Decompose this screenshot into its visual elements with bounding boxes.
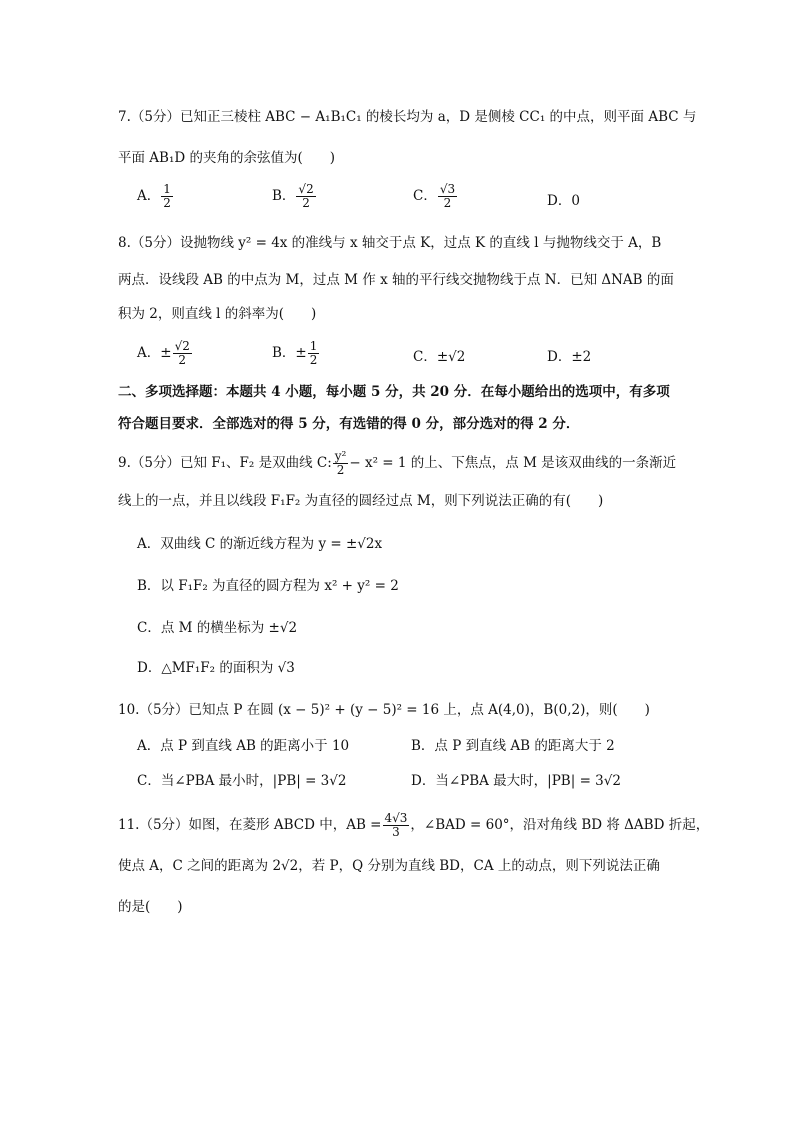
- q10-line-1: 10.（5分）已知点 P 在圆 (x − 5)² + (y − 5)² = 16 上，点 A(4,0)，B(0,2)，则( ): [118, 702, 650, 718]
- q7-option-b: [272, 183, 317, 210]
- fraction: $\frac{1}{2}$: [163, 182, 171, 210]
- option-letter: A．: [137, 188, 161, 204]
- q8-option-d: D．±2: [547, 349, 592, 365]
- q11-line-3: 的是( ): [118, 899, 183, 915]
- q7-option-a: [137, 183, 174, 210]
- q7-line-2: 平面 AB₁D 的夹角的余弦值为( ): [118, 150, 336, 166]
- q9-line-2: 线上的一点，并且以线段 F₁F₂ 为直径的圆经过点 M，则下列说法正确的有( ): [118, 493, 604, 509]
- q9-text-a: 9.（5分）已知 F₁、F₂ 是双曲线 C:: [118, 455, 332, 471]
- q11-text-b: ，∠BAD = 60°，沿对角线 BD 将 ΔABD 折起，: [410, 817, 710, 833]
- q9-line-1: [118, 450, 676, 477]
- q9-option-c: C．点 M 的横坐标为 ±√2: [137, 620, 298, 636]
- q9-text-b: − x² = 1 的上、下焦点，点 M 是该双曲线的一条渐近: [349, 455, 677, 471]
- q8-option-b: [272, 340, 320, 367]
- fraction: $\frac{1}{2}$: [309, 339, 318, 367]
- q9-option-d: D．△MF₁F₂ 的面积为 √3: [137, 660, 295, 676]
- q10-option-a: A．点 P 到直线 AB 的距离小于 10: [137, 738, 350, 754]
- section-2-line-1: 二、多项选择题：本题共 4 小题，每小题 5 分，共 20 分．在每小题给出的选项中，有多项: [118, 384, 670, 400]
- fraction: $\frac{√2}{2}$: [174, 339, 190, 367]
- fraction: $\frac{4√3}{3}$: [384, 811, 408, 839]
- q10-option-b: B．点 P 到直线 AB 的距离大于 2: [411, 738, 615, 754]
- section-2-line-2: 符合题目要求．全部选对的得 5 分，有选错的得 0 分，部分选对的得 2 分．: [118, 416, 580, 432]
- fraction: $\frac{√3}{2}$: [439, 182, 456, 210]
- fraction: $\frac{\text{y²}}{2}$: [334, 449, 347, 477]
- q7-option-c: [413, 183, 458, 210]
- q11-line-1: [118, 812, 709, 839]
- q8-option-a: [137, 340, 193, 367]
- option-letter: B．±: [272, 345, 307, 361]
- q8-line-2: 两点．设线段 AB 的中点为 M，过点 M 作 x 轴的平行线交抛物线于点 N．已知 ΔNAB 的面: [118, 272, 674, 288]
- q8-line-1: 8.（5分）设抛物线 y² = 4x 的准线与 x 轴交于点 K，过点 K 的直线 l 与抛物线交于 A，B: [118, 235, 662, 251]
- q10-option-c: C．当∠PBA 最小时，|PB| = 3√2: [137, 773, 347, 789]
- q11-text-a: 11.（5分）如图，在菱形 ABCD 中，AB =: [118, 817, 382, 833]
- q9-option-b: B．以 F₁F₂ 为直径的圆方程为 x² + y² = 2: [137, 578, 399, 594]
- option-letter: A．±: [137, 345, 172, 361]
- q7-line-1: 7.（5分）已知正三棱柱 ABC − A₁B₁C₁ 的棱长均为 a，D 是侧棱 CC₁ 的中点，则平面 ABC 与: [118, 109, 697, 125]
- q8-line-3: 积为 2，则直线 l 的斜率为( ): [118, 306, 317, 322]
- q10-option-d: D．当∠PBA 最大时，|PB| = 3√2: [411, 773, 621, 789]
- option-letter: C．: [413, 188, 437, 204]
- option-letter: B．: [272, 188, 296, 204]
- q7-option-d: D．0: [547, 193, 580, 209]
- q8-option-c: C．±√2: [413, 349, 466, 365]
- fraction: $\frac{√2}{2}$: [298, 182, 314, 210]
- q9-option-a: A．双曲线 C 的渐近线方程为 y = ±√2x: [137, 536, 383, 552]
- q11-line-2: 使点 A，C 之间的距离为 2√2，若 P，Q 分别为直线 BD，CA 上的动点，则下列说法正确: [118, 858, 660, 874]
